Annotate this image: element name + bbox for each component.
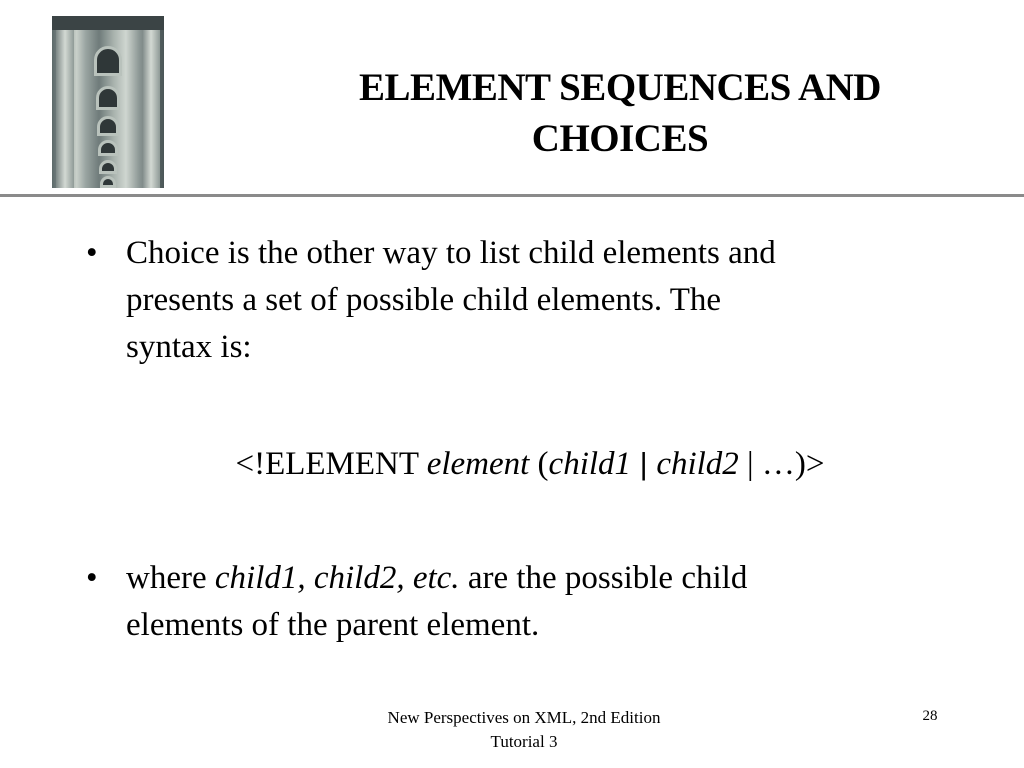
slide-title-line-2: CHOICES (531, 117, 709, 160)
syntax-rest: | …)> (738, 446, 825, 482)
bullet-item-where (86, 555, 976, 649)
slide-title-line-1: ELEMENT SEQUENCES AND (359, 66, 881, 109)
bridge-arch (96, 86, 120, 110)
bridge-column-left (56, 16, 74, 188)
syntax-prefix: <!ELEMENT (235, 446, 427, 482)
slide-title (250, 62, 990, 164)
bridge-arch (100, 176, 116, 188)
bullet-text-line: Choice is the other way to list child elements and (126, 235, 776, 271)
bullet-word-where: where (126, 560, 215, 596)
bullet-tail: are the possible child (459, 560, 748, 596)
syntax-child1: child1 (548, 446, 632, 482)
page-number: 28 (922, 708, 938, 724)
bullet-text-line: syntax is: (126, 329, 252, 365)
syntax-example (0, 440, 1024, 488)
syntax-child2: child2 (656, 446, 739, 482)
bullet-dot: • (86, 235, 98, 271)
footer-book-title: New Perspectives on XML, 2nd Edition (387, 708, 661, 727)
bridge-column-right (142, 16, 160, 188)
syntax-element: element (426, 446, 530, 482)
bridge-arch (98, 140, 118, 156)
footer (300, 706, 748, 754)
footer-tutorial: Tutorial 3 (490, 732, 558, 751)
bullet-children-italic: child1, child2, etc. (214, 560, 460, 596)
bridge-arch (99, 160, 117, 174)
title-divider (0, 194, 1024, 197)
bullet-text-line (126, 555, 976, 602)
bridge-photo (52, 16, 164, 188)
bullet-dot: • (86, 560, 98, 596)
bridge-arch (94, 46, 122, 76)
syntax-separator: | (631, 446, 657, 481)
syntax-open-paren: ( (529, 446, 549, 482)
bullet-text-line: presents a set of possible child elements. The (126, 282, 722, 318)
bridge-beam (52, 16, 164, 30)
bridge-arch (97, 116, 119, 136)
bullet-list (86, 230, 936, 371)
bullet-item-choice (86, 230, 936, 371)
bullet-text-line: elements of the parent element. (126, 607, 540, 643)
